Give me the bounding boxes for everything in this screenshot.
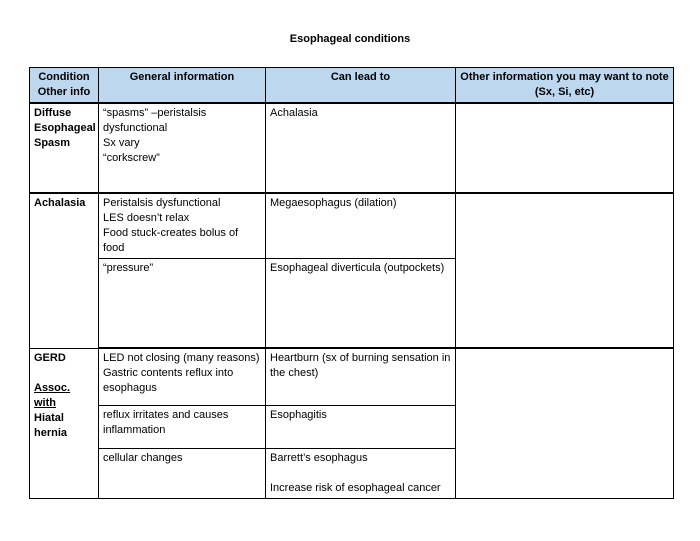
header-condition-line1: Condition — [38, 71, 90, 83]
conditions-table — [29, 67, 674, 499]
lead-line: Heartburn (sx of burning sensation in — [270, 352, 451, 364]
condition-name-line: Diffuse — [34, 107, 72, 119]
general-line: LES doesn’t relax — [103, 212, 190, 224]
general-line: reflux irritates and causes — [103, 409, 229, 421]
header-general: General information — [99, 68, 266, 104]
general-line: Gastric contents reflux into — [103, 367, 234, 379]
general-gerd-a — [99, 348, 266, 406]
general-line: Peristalsis dysfunctional — [103, 197, 221, 209]
general-gerd-b — [99, 406, 266, 449]
lead-achalasia-a: Megaesophagus (dilation) — [266, 193, 456, 259]
other-diffuse-spasm — [456, 103, 674, 193]
general-achalasia-a — [99, 193, 266, 259]
general-line: Food stuck-creates bolus of food — [103, 227, 239, 254]
general-line: LED not closing (many reasons) — [103, 352, 260, 364]
lead-line: Increase risk of esophageal cancer — [270, 482, 441, 494]
general-gerd-c: cellular changes — [99, 449, 266, 499]
other-achalasia — [456, 193, 674, 348]
condition-name-line: GERD — [34, 351, 66, 364]
general-achalasia-b: “pressure” — [99, 259, 266, 349]
general-line: “spasms” –peristalsis — [103, 107, 207, 119]
table-row-diffuse-spasm — [30, 103, 674, 193]
header-lead: Can lead to — [266, 68, 456, 104]
header-condition-line2: Other info — [37, 86, 91, 98]
header-row — [30, 68, 674, 104]
assoc-label: Assoc. with — [34, 381, 71, 409]
lead-gerd-c — [266, 449, 456, 499]
lead-diffuse-spasm: Achalasia — [266, 103, 456, 193]
general-line: inflammation — [103, 424, 166, 436]
assoc-value: Hiatal hernia — [34, 411, 68, 439]
other-gerd — [456, 348, 674, 499]
condition-name-line: Spasm — [34, 137, 71, 149]
lead-achalasia-b: Esophageal diverticula (outpockets) — [266, 259, 456, 349]
condition-diffuse-spasm — [30, 103, 99, 193]
spacer — [34, 366, 94, 381]
general-line: esophagus — [103, 382, 157, 394]
table-row-gerd — [30, 348, 674, 406]
general-line: “corkscrew” — [103, 152, 160, 164]
general-line: Sx vary — [103, 137, 140, 149]
condition-achalasia: Achalasia — [30, 193, 99, 348]
general-line: dysfunctional — [103, 122, 168, 134]
header-condition — [30, 68, 99, 104]
page-title: Esophageal conditions — [289, 33, 411, 45]
lead-gerd-a — [266, 348, 456, 406]
condition-gerd — [30, 348, 99, 499]
lead-gerd-b: Esophagitis — [266, 406, 456, 449]
table-row-achalasia — [30, 193, 674, 259]
lead-line: the chest) — [270, 367, 319, 379]
lead-line: Barrett’s esophagus — [270, 452, 368, 464]
spacer — [270, 466, 451, 481]
general-diffuse-spasm — [99, 103, 266, 193]
condition-name-line: Esophageal — [34, 122, 96, 134]
header-other: Other information you may want to note (Sx, Si, etc) — [456, 68, 674, 104]
